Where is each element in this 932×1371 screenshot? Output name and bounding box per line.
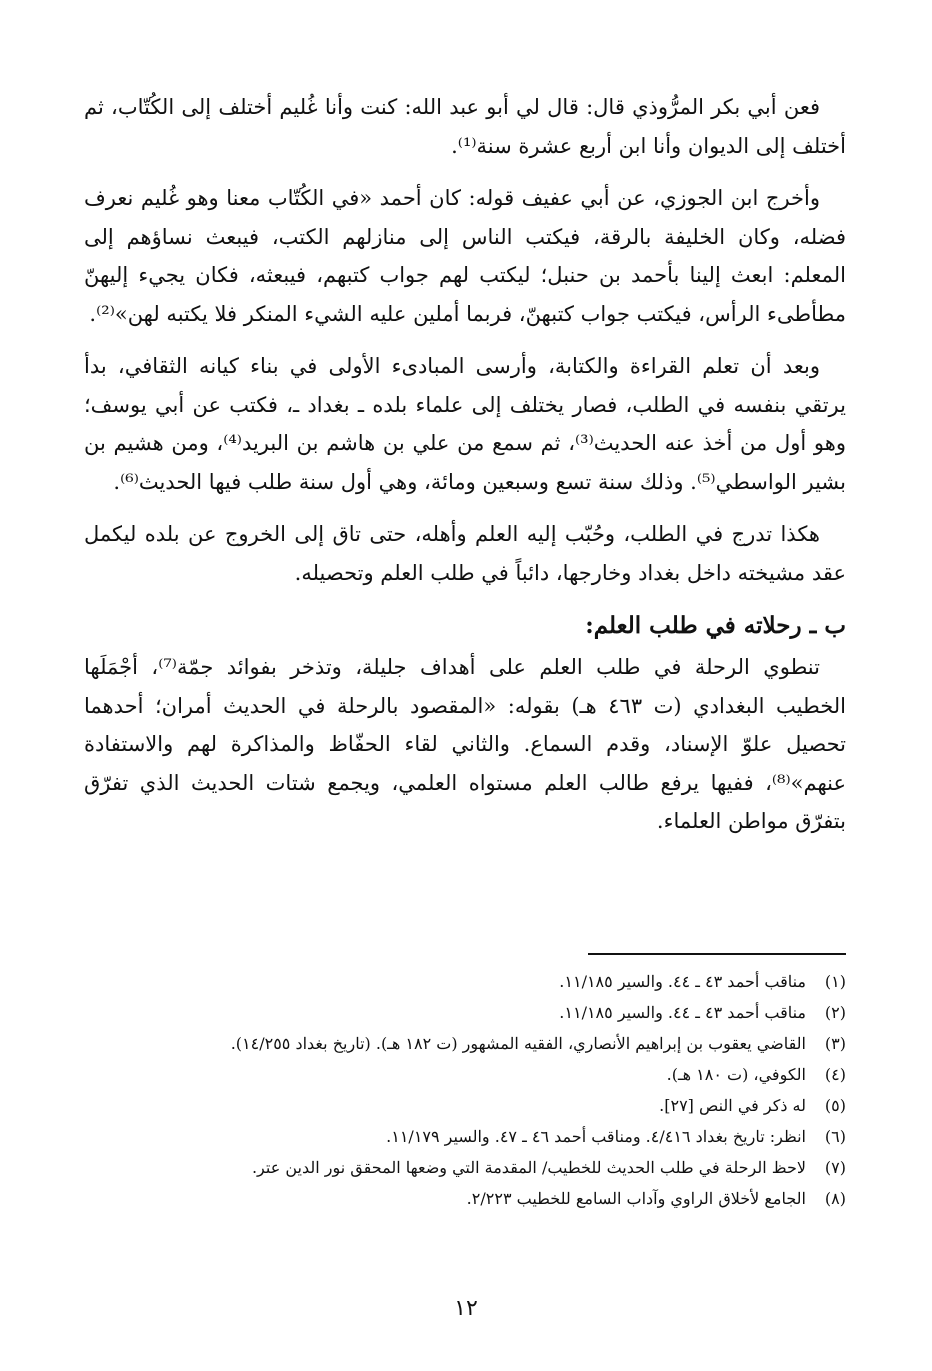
paragraph-5: تنطوي الرحلة في طلب العلم على أهداف جليلة، وتذخر بفوائد جمّة⁽⁷⁾، أجْمَلَها الخطيب البغدادي (ت ٤٦٣ هـ) بقوله: «المقصود بالرحلة في الحديث أمران؛ أحدهما تحصيل علوّ الإسناد، وقدم السماع. والثاني لقاء الحفّاظ والمذاكرة لهم والاستفادة عنهم»⁽⁸⁾، ففيها يرفع طالب العلم مستواه العلمي، ويجمع شتات الحديث الذي تفرّق بتفرّق مواطن العلماء. xyxy=(84,655,847,833)
footnote-separator xyxy=(588,953,846,955)
footnote-text: مناقب أحمد ٤٣ ـ ٤٤. والسير ١١/١٨٥. xyxy=(559,1003,806,1022)
footnote-text: مناقب أحمد ٤٣ ـ ٤٤. والسير ١١/١٨٥. xyxy=(559,972,806,991)
footnote-item xyxy=(84,1061,846,1089)
footnote-number: (٣) xyxy=(824,1034,846,1053)
footnote-number: (٦) xyxy=(824,1127,846,1146)
footnote-number: (٨) xyxy=(824,1189,846,1208)
footnote-text: لاحظ الرحلة في طلب الحديث للخطيب/ المقدمة التي وضعها المحقق نور الدين عتر. xyxy=(251,1158,806,1177)
footnote-number: (٢) xyxy=(824,1003,846,1022)
footnote-text: الجامع لأخلاق الراوي وآداب السامع للخطيب ٢/٢٢٣. xyxy=(466,1189,806,1208)
footnote-item xyxy=(84,999,846,1027)
footnote-text: له ذكر في النص [٢٧]. xyxy=(659,1096,806,1115)
footnote-item xyxy=(84,968,846,996)
footnote-number: (١) xyxy=(824,972,846,991)
section-heading: ب ـ رحلاته في طلب العلم: xyxy=(585,612,846,639)
paragraph-2: وأخرج ابن الجوزي، عن أبي عفيف قوله: كان أحمد «في الكُتّاب معنا وهو غُليم نعرف فضله، وكان الخليفة بالرقة، فيكتب الناس إلى منازلهم الكتب، فيبعث نساؤهم إلى المعلم: ابعث إلينا بأحمد بن حنبل؛ ليكتب لهم جواب كتبهم، فيبعثه، فكان يجيء إليهنّ مطأطىء الرأس، فيكتب جواب كتبهنّ، فربما أملين عليه الشيء المنكر فلا يكتبه لهن»⁽²⁾. xyxy=(84,186,846,326)
footnote-item xyxy=(84,1092,846,1120)
footnote-text: انظر: تاريخ بغداد ٤/٤١٦. ومناقب أحمد ٤٦ ـ ٤٧. والسير ١١/١٧٩. xyxy=(386,1127,806,1146)
paragraph-3: وبعد أن تعلم القراءة والكتابة، وأرسى المبادىء الأولى في بناء كيانه الثقافي، بدأ يرتقي بنفسه في الطلب، فصار يختلف إلى علماء بلده ـ بغداد ـ، فكتب عن أبي يوسف؛ وهو أول من أخذ عنه الحديث⁽³⁾، ثم سمع من علي بن هاشم بن البريد⁽⁴⁾، ومن هشيم بن بشير الواسطي⁽⁵⁾. وذلك سنة تسع وسبعين ومائة، وهي أول سنة طلب فيها الحديث⁽⁶⁾. xyxy=(84,354,846,494)
footnote-item xyxy=(84,1123,846,1151)
footnote-number: (٧) xyxy=(824,1158,846,1177)
paragraph-1: فعن أبي بكر المرُّوذي قال: قال لي أبو عبد الله: كنت وأنا غُليم أختلف إلى الكُتّاب، ثم أختلف إلى الديوان وأنا ابن أربع عشرة سنة⁽¹⁾. xyxy=(84,95,846,158)
footnote-item xyxy=(84,1185,846,1213)
footnote-item xyxy=(84,1030,846,1058)
paragraph-4: هكذا تدرج في الطلب، وحُبّب إليه العلم وأهله، حتى تاق إلى الخروج عن بلده ليكمل عقد مشيخته داخل بغداد وخارجها، دائباً في طلب العلم وتحصيله. xyxy=(84,522,846,585)
footnote-number: (٤) xyxy=(824,1065,846,1084)
footnote-item xyxy=(84,1154,846,1182)
footnotes xyxy=(84,968,846,1216)
footnote-text: الكوفي، (ت ١٨٠ هـ). xyxy=(666,1065,806,1084)
page-number: ١٢ xyxy=(454,1296,478,1321)
footnote-number: (٥) xyxy=(824,1096,846,1115)
main-text xyxy=(84,88,846,855)
footnote-text: القاضي يعقوب بن إبراهيم الأنصاري، الفقيه المشهور (ت ١٨٢ هـ). (تاريخ بغداد ١٤/٢٥٥). xyxy=(230,1034,806,1053)
